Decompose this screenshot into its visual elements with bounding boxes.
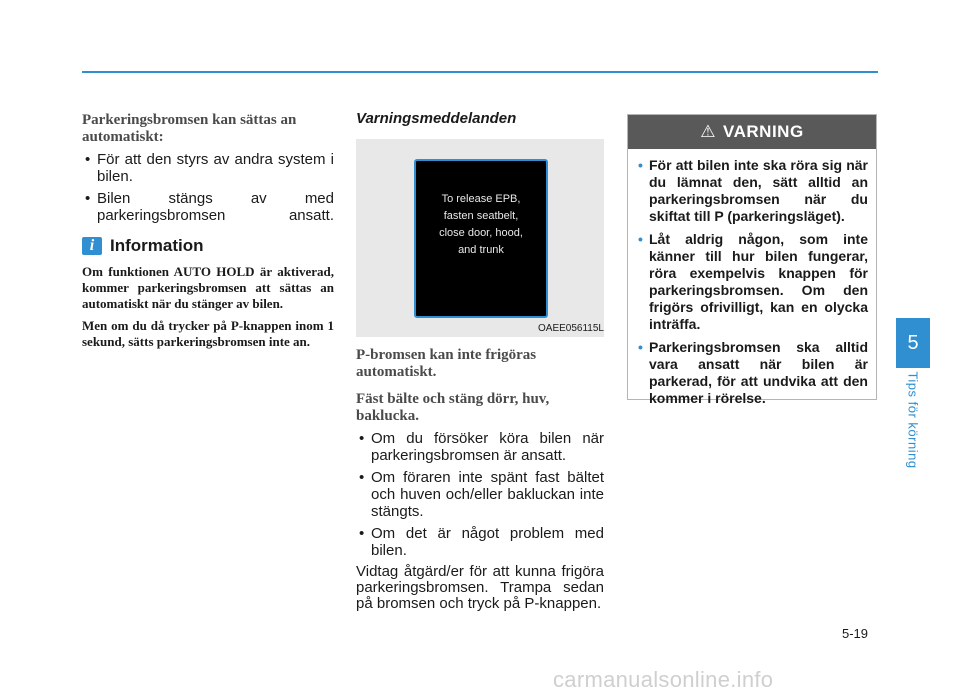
warning-list	[638, 157, 868, 407]
subheading: Fäst bälte och stäng dörr, huv, baklucka.	[356, 391, 550, 424]
display-message	[421, 191, 541, 259]
info-icon: i	[82, 237, 102, 255]
display-line: fasten seatbelt,	[443, 209, 519, 222]
warning-header	[628, 115, 876, 149]
section-title: Varningsmeddelanden	[356, 110, 517, 127]
column-2	[356, 110, 604, 612]
information-header	[82, 236, 334, 256]
watermark: carmanualsonline.info	[553, 667, 774, 692]
list-item: • Om det är något problem med bilen.	[356, 525, 604, 559]
list-item: • Bilen stängs av med parkeringsbromsen ansatt.	[82, 190, 334, 224]
page-number: 5-19	[842, 626, 869, 641]
action-paragraph: Vidtag åtgärd/er för att kunna frigöra parkeringsbromsen. Trampa sedan på bromsen och tryck på P-knappen.	[356, 563, 604, 612]
warning-item: • För att bilen inte ska röra sig när du lämnat den, sätt alltid an parkeringsbromsen när du skiftat till P (parkeringsläget).	[638, 157, 868, 225]
chapter-tab: 5	[896, 318, 930, 368]
display-line: To release EPB,	[441, 192, 521, 205]
warning-title: VARNING	[723, 122, 804, 141]
figure-code: OAEE056115L	[538, 323, 604, 334]
top-rule	[82, 71, 878, 73]
display-line: close door, hood,	[439, 226, 523, 239]
warning-body	[628, 149, 876, 407]
chapter-label: Tips för körning	[905, 371, 921, 469]
warning-item: • Låt aldrig någon, som inte känner till hur bilen fungerar, röra exempelvis knappen för parkeringsbromsen. Om den frigörs ofrivilligt, kan en olycka inträffa.	[638, 231, 868, 333]
list-item: • Om föraren inte spänt fast bältet och huven och/eller bakluckan inte stängts.	[356, 469, 604, 520]
subheading: P-bromsen kan inte frigöras automatiskt.	[356, 347, 537, 380]
auto-apply-heading: Parkeringsbromsen kan sättas an automatiskt:	[82, 112, 297, 145]
information-paragraph: Men om du då trycker på P-knappen inom 1 sekund, sätts parkeringsbromsen inte an.	[82, 318, 334, 349]
list-item: • För att den styrs av andra system i bilen.	[82, 151, 334, 185]
column-1	[82, 112, 334, 356]
cluster-display	[414, 159, 548, 318]
list-item: • Om du försöker köra bilen när parkeringsbromsen är ansatt.	[356, 430, 604, 464]
warning-box	[627, 114, 877, 406]
auto-apply-list	[82, 151, 334, 224]
cause-list	[356, 430, 604, 559]
information-title: Information	[110, 236, 204, 255]
warning-item: • Parkeringsbromsen ska alltid vara ansatt när bilen är parkerad, för att undvika att den kommer i rörelse.	[638, 339, 868, 407]
information-paragraph: Om funktionen AUTO HOLD är aktiverad, kommer parkeringsbromsen att sättas an automatiskt när du stänger av bilen.	[82, 264, 334, 311]
cluster-figure	[356, 139, 604, 337]
display-line: and trunk	[458, 243, 504, 256]
warning-triangle-icon: ⚠	[700, 122, 717, 141]
